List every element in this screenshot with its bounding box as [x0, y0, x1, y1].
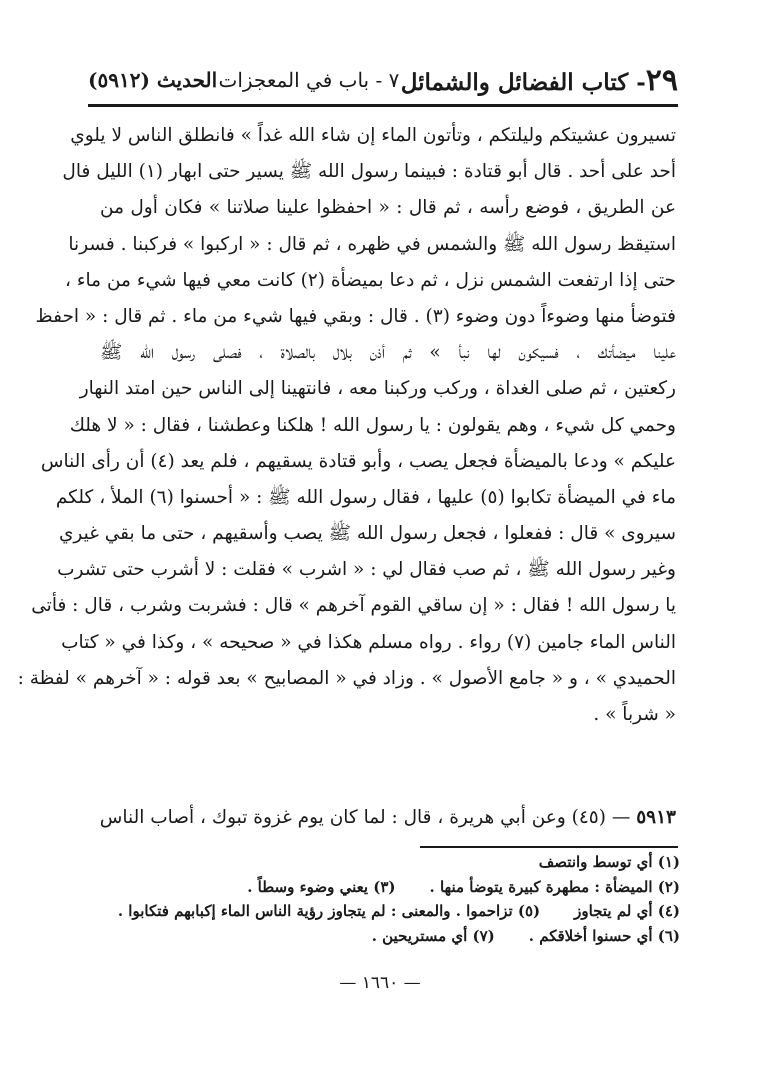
footnote-line	[180, 924, 680, 949]
text-line: « شرباً » .	[593, 704, 676, 725]
hadith-opening: — (٤٥) وعن أبي هريرة ، قال : لما كان يوم غزوة تبوك ، أصاب الناس	[99, 807, 631, 828]
section-title: ٧ - باب في المعجزات	[218, 68, 400, 92]
text-line: وحمي كل شيء ، وهم يقولون : يا رسول الله ! هلكنا وعطشنا ، فقال : « لا هلك	[69, 414, 676, 436]
header-divider	[88, 104, 678, 107]
chapter-number: ٢٩	[645, 62, 678, 98]
text-line: فتوضأ منها وضوءاً دون وضوء (٣) . قال : وبقي فيها شيء من ماء . ثم قال : « احفظ	[35, 305, 676, 327]
text-line: عن الطريق ، فوضع رأسه ، ثم قال : « احفظوا علينا صلاتنا » فكان أول من	[100, 197, 676, 219]
text-line: الناس الماء جامين (٧) رواء . رواه مسلم هكذا في « صحيحه » ، وكذا في « كتاب	[61, 631, 676, 653]
footnote-line	[180, 875, 680, 900]
hadith-text	[17, 118, 676, 733]
hadith-number: ٥٩١٣	[636, 807, 676, 828]
next-hadith	[100, 800, 676, 836]
text-line: أحد على أحد . قال أبو قتادة : فبينما رسول الله ﷺ يسير حتى ابهار (١) الليل فال	[62, 161, 676, 183]
text-line: سيروى » قال : ففعلوا ، فجعل رسول الله ﷺ يصب وأسقيهم ، حتى ما بقي غيري	[58, 523, 676, 545]
footnotes	[117, 850, 680, 948]
page-number: — ١٦٦٠ —	[339, 973, 421, 993]
footnote-line	[180, 850, 680, 875]
footnote: (١) أي توسط وانتصف	[538, 853, 680, 871]
text-line: علينا ميضأتك ، فسيكون لها نبأ » ثم أذن بلال بالصلاة ، فصلى رسول الله ﷺ	[100, 342, 676, 364]
hadith-reference: الحديث (٥٩١٢)	[88, 68, 218, 92]
footnote: (٧) أي مستريحين .	[371, 926, 495, 945]
footnote: (٣) يعني وضوء وسطاً .	[247, 877, 396, 896]
footnote: (٥) تزاحموا . والمعنى : لم يتجاوز رؤية الناس الماء إكبابهم فتكابوا .	[117, 902, 541, 921]
chapter-title: - كتاب الفضائل والشمائل	[400, 68, 646, 96]
footnote: (٦) أي حسنوا أخلاقكم .	[528, 926, 680, 945]
text-line: يا رسول الله ! فقال : « إن ساقي القوم آخرهم » قال : فشربت وشرب ، قال : فأتى	[31, 595, 676, 617]
text-line: تسيرون عشيتكم وليلتكم ، وتأتون الماء إن شاء الله غداً » فانطلق الناس لا يلوي	[70, 125, 676, 146]
text-line: عليكم » ودعا بالميضأة فجعل يصب ، وأبو قتادة يسقيهم ، فلم يعد (٤) أن رأى الناس	[40, 450, 676, 472]
footnote-line	[117, 899, 680, 924]
chapter-heading	[401, 63, 678, 98]
text-line: ماء في الميضأة تكابوا (٥) عليها ، فقال رسول الله ﷺ : « أحسنوا (٦) الملأ ، كلكم	[55, 486, 676, 508]
text-line: ركعتين ، ثم صلى الغداة ، وركب وركبنا معه ، فانتهينا إلى الناس حين امتد النهار	[79, 378, 676, 400]
text-line: حتى إذا ارتفعت الشمس نزل ، ثم دعا بميضأة (٢) كانت معي فيها شيء من ماء ،	[64, 269, 676, 291]
text-line: وغير رسول الله ﷺ ، ثم صب فقال لي : « اشرب » فقلت : لا أشرب حتى تشرب	[57, 559, 676, 581]
footnote: (٤) أي لم يتجاوز	[574, 902, 680, 921]
footnote: (٢) الميضأة : مطهرة كبيرة يتوضأ منها .	[429, 877, 680, 896]
text-line: الحميدي » ، و « جامع الأصول » . وزاد في « المصابيح » بعد قوله : « آخرهم » لفظة :	[17, 667, 676, 689]
text-line: استيقظ رسول الله ﷺ والشمس في ظهره ، ثم قال : « اركبوا » فركبنا . فسرنا	[68, 233, 676, 255]
page-header	[88, 58, 678, 102]
footnote-divider	[420, 846, 678, 848]
